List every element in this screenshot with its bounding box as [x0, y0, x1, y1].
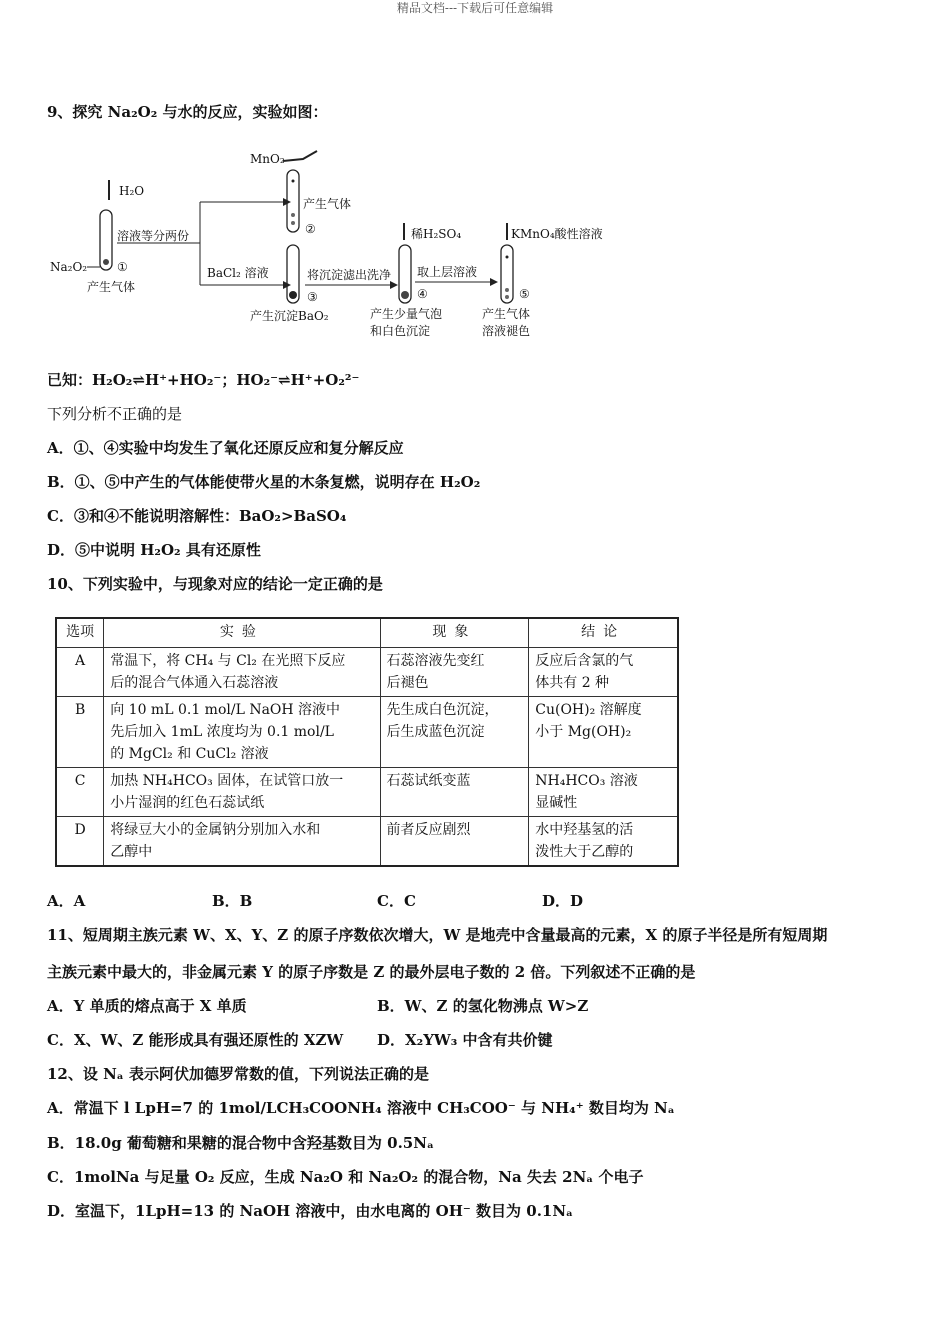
- bubble: [292, 180, 295, 183]
- cell-option: C: [56, 768, 104, 817]
- cell-line: 后的混合气体通入石蕊溶液: [110, 675, 279, 691]
- tube-number-3: ③: [307, 290, 318, 304]
- cell-option: A: [56, 648, 104, 697]
- q9-option-d: D．⑤中说明 H₂O₂ 具有还原性: [47, 541, 261, 559]
- header-experiment: 实验: [104, 618, 380, 648]
- q12-option-a: A．常温下 l LpH=7 的 1mol/LCH₃COONH₄ 溶液中 CH₃COO⁻ 与 NH₄⁺ 数目均为 Nₐ: [47, 1099, 675, 1117]
- na2o2-label: Na₂O₂: [50, 260, 88, 274]
- q11-option-a: A．Y 单质的熔点高于 X 单质: [47, 997, 247, 1015]
- cell-line: 向 10 mL 0.1 mol/L NaOH 溶液中: [110, 702, 341, 718]
- cell-line: 泼性大于乙醇的: [535, 844, 634, 860]
- cell-line: 显碱性: [535, 795, 578, 811]
- cell-line: NH₄HCO₃ 溶液: [535, 773, 638, 789]
- bubble: [505, 288, 509, 292]
- q9-title: 9、探究 Na₂O₂ 与水的反应，实验如图：: [47, 103, 328, 121]
- q9-experiment-diagram: [45, 145, 645, 345]
- q10-title: 10、下列实验中，与现象对应的结论一定正确的是: [47, 575, 383, 593]
- bubble: [291, 221, 295, 225]
- cell-option: B: [56, 697, 104, 768]
- cell-option: D: [56, 817, 104, 867]
- cell-line: 的 MgCl₂ 和 CuCl₂ 溶液: [110, 746, 269, 762]
- q10-table: [55, 617, 679, 867]
- cell-experiment: [104, 697, 380, 768]
- cell-line: 前者反应剧烈: [386, 822, 471, 838]
- na2o2-solid: [103, 259, 109, 265]
- q11-option-c: C．X、W、Z 能形成具有强还原性的 XZW: [47, 1031, 344, 1049]
- bao2-label: 产生沉淀BaO₂: [250, 309, 329, 323]
- gas-label-1: 产生气体: [87, 280, 136, 294]
- q11-stem-line1: 11、短周期主族元素 W、X、Y、Z 的原子序数依次增大，W 是地壳中含量最高的元素，X 的原子半径是所有短周期: [47, 926, 828, 944]
- q9-option-a: A．①、④实验中均发生了氧化还原反应和复分解反应: [47, 439, 404, 457]
- bao2-precipitate: [289, 291, 297, 299]
- q9-option-c: C．③和④不能说明溶解性：BaO₂>BaSO₄: [47, 507, 347, 525]
- q10-option-b: B．B: [212, 892, 253, 910]
- tube-number-4: ④: [417, 287, 428, 301]
- cell-line: 后褪色: [386, 675, 429, 691]
- header-conclusion: 结论: [529, 618, 678, 648]
- bubble-label-2: 和白色沉淀: [370, 324, 431, 338]
- cell-line: 乙醇中: [110, 844, 153, 860]
- q12-option-b: B．18.0g 葡萄糖和果糖的混合物中含羟基数目为 0.5Nₐ: [47, 1134, 434, 1152]
- cell-conclusion: [529, 648, 678, 697]
- q9-stem: 下列分析不正确的是: [47, 405, 183, 423]
- q10-option-d: D．D: [542, 892, 584, 910]
- table-header-row: [56, 618, 678, 648]
- upper-layer-label: 取上层溶液: [417, 265, 478, 279]
- h2o-label: H₂O: [119, 184, 145, 198]
- table-row: [56, 768, 678, 817]
- q11-stem-line2: 主族元素中最大的，非金属元素 Y 的原子序数是 Z 的最外层电子数的 2 倍。下列叙述不正确的是: [47, 963, 696, 981]
- header-phenomenon: 现象: [380, 618, 529, 648]
- q10-option-a: A．A: [47, 892, 86, 910]
- bacl2-label: BaCl₂ 溶液: [207, 266, 269, 280]
- q9-known: 已知：H₂O₂⇌H⁺+HO₂⁻；HO₂⁻⇌H⁺+O₂²⁻: [47, 371, 360, 389]
- gas-label-5: 产生气体: [482, 307, 531, 321]
- cell-conclusion: [529, 817, 678, 867]
- cell-line: 石蕊溶液先变红: [386, 653, 485, 669]
- cell-line: 体共有 2 种: [535, 675, 610, 691]
- cell-line: 水中羟基氢的活: [535, 822, 634, 838]
- cell-line: Cu(OH)₂ 溶解度: [535, 702, 642, 718]
- cell-phenomenon: [380, 768, 529, 817]
- tube-number-1: ①: [117, 260, 128, 274]
- split-label: 溶液等分两份: [117, 229, 190, 243]
- mno2-label: MnO₂: [250, 152, 285, 166]
- q11-option-b: B．W、Z 的氢化物沸点 W>Z: [377, 997, 589, 1015]
- cell-line: 小于 Mg(OH)₂: [535, 724, 632, 740]
- cell-conclusion: [529, 697, 678, 768]
- cell-line: 加热 NH₄HCO₃ 固体，在试管口放一: [110, 773, 344, 789]
- cell-line: 先生成白色沉淀，: [386, 702, 499, 718]
- cell-phenomenon: [380, 817, 529, 867]
- cell-phenomenon: [380, 697, 529, 768]
- cell-experiment: [104, 817, 380, 867]
- tube-number-5: ⑤: [519, 287, 530, 301]
- q10-option-c: C．C: [377, 892, 416, 910]
- q11-option-d: D．X₂YW₃ 中含有共价键: [377, 1031, 553, 1049]
- cell-line: 反应后含氯的气: [535, 653, 634, 669]
- cell-line: 小片湿润的红色石蕊试纸: [110, 795, 265, 811]
- bubble: [505, 295, 509, 299]
- precipitate: [401, 291, 409, 299]
- cell-experiment: [104, 768, 380, 817]
- fade-label-5: 溶液褪色: [482, 324, 531, 338]
- cell-phenomenon: [380, 648, 529, 697]
- bubble-label-1: 产生少量气泡: [370, 307, 443, 321]
- mno2-spatula: [283, 151, 317, 161]
- cell-conclusion: [529, 768, 678, 817]
- cell-line: 将绿豆大小的金属钠分别加入水和: [110, 822, 321, 838]
- filter-label: 将沉淀滤出洗净: [307, 268, 392, 282]
- cell-line: 后生成蓝色沉淀: [386, 724, 485, 740]
- q12-option-c: C．1molNa 与足量 O₂ 反应，生成 Na₂O 和 Na₂O₂ 的混合物，Na 失去 2Nₐ 个电子: [47, 1168, 644, 1186]
- q12-title: 12、设 Nₐ 表示阿伏加德罗常数的值，下列说法正确的是: [47, 1065, 430, 1083]
- gas-label-2: 产生气体: [303, 197, 352, 211]
- header-option: 选项: [56, 618, 104, 648]
- cell-line: 石蕊试纸变蓝: [386, 773, 471, 789]
- cell-line: 常温下，将 CH₄ 与 Cl₂ 在光照下反应: [110, 653, 346, 669]
- q9-option-b: B．①、⑤中产生的气体能使带火星的木条复燃，说明存在 H₂O₂: [47, 473, 481, 491]
- h2so4-label: 稀H₂SO₄: [411, 227, 462, 241]
- page-header: 精品文档---下载后可任意编辑: [396, 1, 554, 15]
- cell-line: 先后加入 1mL 浓度均为 0.1 mol/L: [110, 724, 334, 740]
- test-tube-5: [501, 245, 513, 303]
- table-row: [56, 697, 678, 768]
- arrowhead-4: [390, 281, 398, 289]
- table-row: [56, 648, 678, 697]
- bubble: [291, 213, 295, 217]
- arrowhead-5: [490, 278, 498, 286]
- kmno4-label: KMnO₄酸性溶液: [511, 227, 603, 241]
- cell-experiment: [104, 648, 380, 697]
- bubble: [506, 256, 509, 259]
- table-row: [56, 817, 678, 867]
- tube-number-2: ②: [305, 222, 316, 236]
- q12-option-d: D．室温下，1LpH=13 的 NaOH 溶液中，由水电离的 OH⁻ 数目为 0.1Nₐ: [47, 1202, 574, 1220]
